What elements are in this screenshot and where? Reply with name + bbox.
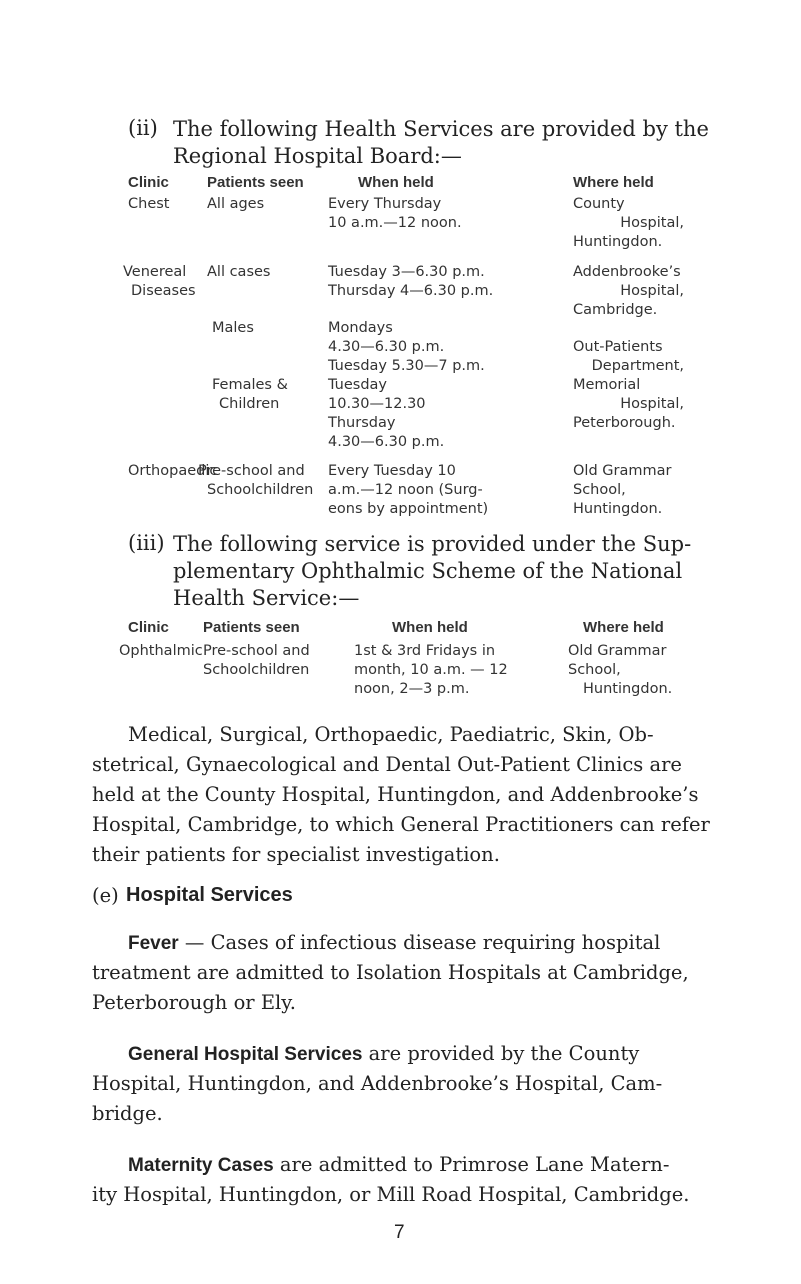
section-iii-line2: plementary Ophthalmic Scheme of the National: [173, 559, 683, 583]
venereal-where1: Addenbrooke’s: [573, 264, 681, 280]
t2-col-header-clinic: Clinic: [128, 619, 169, 636]
maternity-head: Maternity Cases: [128, 1155, 274, 1176]
col-header-where: Where held: [573, 174, 654, 191]
general-line1-wrap: [128, 1039, 639, 1070]
ophthalmic-where3: Huntingdon.: [583, 681, 673, 697]
orthopaedic-where2: School,: [573, 482, 626, 498]
venereal-where3: Cambridge.: [573, 302, 658, 318]
medical-line5: their patients for specialist investigation.: [92, 843, 500, 866]
medical-line1: Medical, Surgical, Orthopaedic, Paediatric, Skin, Ob-: [128, 723, 654, 746]
ophthalmic-clinic: Ophthalmic: [119, 643, 203, 659]
general-head: General Hospital Services: [128, 1044, 363, 1065]
ophthalmic-when2: month, 10 a.m. — 12: [354, 662, 508, 678]
col-header-when: When held: [358, 174, 434, 191]
t2-col-header-patients: Patients seen: [203, 619, 300, 636]
females-where1: Out-Patients: [573, 339, 663, 355]
section-e-title: Hospital Services: [126, 884, 293, 906]
maternity-line1: are admitted to Primrose Lane Matern-: [273, 1153, 670, 1176]
section-ii-line2: Regional Hospital Board:—: [173, 144, 462, 168]
fever-head: Fever: [128, 933, 179, 954]
ophthalmic-when3: noon, 2—3 p.m.: [354, 681, 470, 697]
fever-line2: treatment are admitted to Isolation Hospitals at Cambridge,: [92, 961, 689, 984]
fever-line1: — Cases of infectious disease requiring hospital: [178, 931, 661, 954]
females-where4: Hospital,: [620, 396, 684, 412]
general-line3: bridge.: [92, 1102, 163, 1125]
orthopaedic-when3: eons by appointment): [328, 501, 489, 517]
general-line1: are provided by the County: [362, 1042, 640, 1065]
females-when3: Thursday: [328, 415, 396, 431]
ophthalmic-patients2: Schoolchildren: [203, 662, 310, 678]
females-when4: 4.30—6.30 p.m.: [328, 434, 445, 450]
orthopaedic-patients1: Pre-school and: [198, 463, 305, 479]
medical-line3: held at the County Hospital, Huntingdon, and Addenbrooke’s: [92, 783, 699, 806]
venereal-clinic2: Diseases: [131, 283, 196, 299]
females-patients1: Females &: [212, 377, 288, 393]
fever-line1-wrap: [128, 928, 660, 959]
medical-line2: stetrical, Gynaecological and Dental Out-Patient Clinics are: [92, 753, 682, 776]
section-e-number: (e): [92, 884, 119, 907]
venereal-when1: Tuesday 3—6.30 p.m.: [328, 264, 485, 280]
males-when3: Tuesday 5.30—7 p.m.: [328, 358, 485, 374]
females-where5: Peterborough.: [573, 415, 676, 431]
venereal-when2: Thursday 4—6.30 p.m.: [328, 283, 494, 299]
col-header-clinic: Clinic: [128, 174, 169, 191]
orthopaedic-when2: a.m.—12 noon (Surg-: [328, 482, 483, 498]
females-when2: 10.30—12.30: [328, 396, 426, 412]
ophthalmic-where1: Old Grammar: [568, 643, 667, 659]
ophthalmic-patients1: Pre-school and: [203, 643, 310, 659]
section-ii-number: (ii): [128, 116, 158, 140]
page-number: 7: [394, 1222, 405, 1243]
venereal-where2: Hospital,: [620, 283, 684, 299]
orthopaedic-clinic: Orthopaedic: [128, 463, 218, 479]
orthopaedic-where3: Huntingdon.: [573, 501, 663, 517]
venereal-clinic1: Venereal: [123, 264, 187, 280]
general-line2: Hospital, Huntingdon, and Addenbrooke’s Hospital, Cam-: [92, 1072, 663, 1095]
chest-where1: County: [573, 196, 625, 212]
chest-when2: 10 a.m.—12 noon.: [328, 215, 462, 231]
section-iii-number: (iii): [128, 531, 165, 555]
chest-clinic: Chest: [128, 196, 170, 212]
section-iii-line1: The following service is provided under the Sup-: [173, 532, 692, 556]
section-iii-line3: Health Service:—: [173, 586, 360, 610]
orthopaedic-where1: Old Grammar: [573, 463, 672, 479]
col-header-patients: Patients seen: [207, 174, 304, 191]
medical-line4: Hospital, Cambridge, to which General Practitioners can refer: [92, 813, 710, 836]
t2-col-header-where: Where held: [583, 619, 664, 636]
orthopaedic-patients2: Schoolchildren: [207, 482, 314, 498]
chest-where2: Hospital,: [620, 215, 684, 231]
fever-line3: Peterborough or Ely.: [92, 991, 296, 1014]
chest-when1: Every Thursday: [328, 196, 442, 212]
females-patients2: Children: [219, 396, 280, 412]
males-patients: Males: [212, 320, 254, 336]
males-when1: Mondays: [328, 320, 393, 336]
ophthalmic-where2: School,: [568, 662, 621, 678]
orthopaedic-when1: Every Tuesday 10: [328, 463, 456, 479]
ophthalmic-when1: 1st & 3rd Fridays in: [354, 643, 496, 659]
t2-col-header-when: When held: [392, 619, 468, 636]
females-when1: Tuesday: [328, 377, 387, 393]
chest-where3: Huntingdon.: [573, 234, 663, 250]
females-where3: Memorial: [573, 377, 641, 393]
chest-patients: All ages: [207, 196, 265, 212]
females-where2: Department,: [591, 358, 684, 374]
venereal-patients: All cases: [207, 264, 271, 280]
males-when2: 4.30—6.30 p.m.: [328, 339, 445, 355]
section-ii-line1: The following Health Services are provided by the: [173, 117, 709, 141]
maternity-line1-wrap: [128, 1150, 669, 1181]
maternity-line2: ity Hospital, Huntingdon, or Mill Road Hospital, Cambridge.: [92, 1183, 690, 1206]
